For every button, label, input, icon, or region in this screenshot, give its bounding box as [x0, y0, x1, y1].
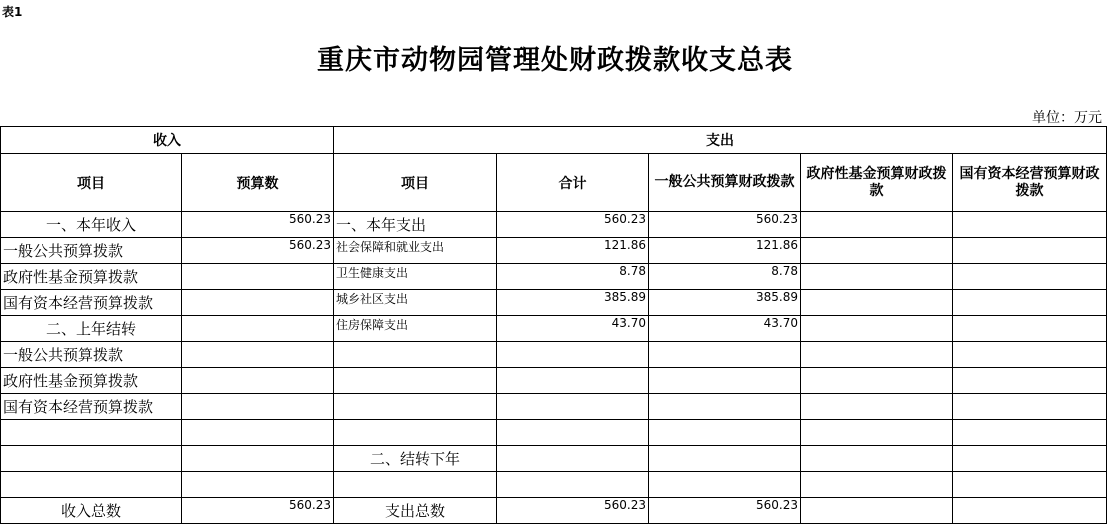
income-budget-cell: 560.23	[182, 212, 334, 238]
state-capital-cell	[953, 394, 1107, 420]
budget-header: 预算数	[182, 154, 334, 212]
table-row	[1, 420, 1107, 446]
income-item-cell: 政府性基金预算拨款	[1, 368, 182, 394]
table-row	[1, 368, 1107, 394]
state-capital-cell	[953, 472, 1107, 498]
state-capital-header: 国有资本经营预算财政拨款	[953, 154, 1107, 212]
income-budget-cell	[182, 394, 334, 420]
fund-budget-cell	[801, 264, 953, 290]
expense-header: 支出	[334, 127, 1107, 154]
total-cell	[497, 446, 649, 472]
income-item-cell: 收入总数	[1, 498, 182, 524]
fund-budget-cell	[801, 212, 953, 238]
table-row	[1, 264, 1107, 290]
table-row	[1, 498, 1107, 524]
table-row	[1, 212, 1107, 238]
fund-budget-cell	[801, 472, 953, 498]
table-row	[1, 238, 1107, 264]
page-title: 重庆市动物园管理处财政拨款收支总表	[317, 45, 793, 76]
income-item-cell: 国有资本经营预算拨款	[1, 290, 182, 316]
fund-budget-cell	[801, 368, 953, 394]
total-cell: 560.23	[497, 212, 649, 238]
expense-item-cell: 一、本年支出	[334, 212, 497, 238]
unit-label: 单位：万元	[1032, 110, 1102, 126]
fund-budget-cell	[801, 498, 953, 524]
income-item-cell: 一般公共预算拨款	[1, 342, 182, 368]
general-budget-cell: 121.86	[649, 238, 801, 264]
fund-budget-cell	[801, 446, 953, 472]
table-row	[1, 290, 1107, 316]
expense-item-cell: 城乡社区支出	[334, 290, 497, 316]
column-header-row	[1, 154, 1107, 212]
fund-budget-cell	[801, 420, 953, 446]
table-row	[1, 394, 1107, 420]
total-cell: 121.86	[497, 238, 649, 264]
state-capital-cell	[953, 212, 1107, 238]
general-budget-cell	[649, 342, 801, 368]
fund-budget-cell	[801, 316, 953, 342]
state-capital-cell	[953, 264, 1107, 290]
general-budget-cell: 385.89	[649, 290, 801, 316]
general-budget-cell	[649, 394, 801, 420]
expense-item-cell	[334, 394, 497, 420]
general-budget-cell: 560.23	[649, 212, 801, 238]
total-cell: 43.70	[497, 316, 649, 342]
general-budget-cell	[649, 368, 801, 394]
expense-item-cell: 社会保障和就业支出	[334, 238, 497, 264]
general-budget-cell: 8.78	[649, 264, 801, 290]
income-budget-cell	[182, 290, 334, 316]
expense-item-cell: 二、结转下年	[334, 446, 497, 472]
state-capital-cell	[953, 446, 1107, 472]
income-item-header: 项目	[1, 154, 182, 212]
total-cell: 385.89	[497, 290, 649, 316]
table-row	[1, 342, 1107, 368]
income-item-cell	[1, 472, 182, 498]
income-budget-cell	[182, 368, 334, 394]
income-budget-cell: 560.23	[182, 238, 334, 264]
state-capital-cell	[953, 420, 1107, 446]
general-budget-header: 一般公共预算财政拨款	[649, 154, 801, 212]
table-row	[1, 316, 1107, 342]
income-item-cell: 政府性基金预算拨款	[1, 264, 182, 290]
state-capital-cell	[953, 316, 1107, 342]
finance-summary-table	[0, 126, 1107, 524]
income-item-cell	[1, 420, 182, 446]
general-budget-cell: 43.70	[649, 316, 801, 342]
expense-item-header: 项目	[334, 154, 497, 212]
total-cell	[497, 394, 649, 420]
income-budget-cell	[182, 472, 334, 498]
income-item-cell: 国有资本经营预算拨款	[1, 394, 182, 420]
expense-item-cell	[334, 472, 497, 498]
general-budget-cell	[649, 472, 801, 498]
general-budget-cell	[649, 446, 801, 472]
total-cell: 8.78	[497, 264, 649, 290]
expense-item-cell	[334, 420, 497, 446]
expense-item-cell	[334, 368, 497, 394]
expense-item-cell: 卫生健康支出	[334, 264, 497, 290]
state-capital-cell	[953, 342, 1107, 368]
section-header-row	[1, 127, 1107, 154]
expense-item-cell: 支出总数	[334, 498, 497, 524]
income-item-cell	[1, 446, 182, 472]
fund-budget-cell	[801, 290, 953, 316]
expense-item-cell: 住房保障支出	[334, 316, 497, 342]
table-row	[1, 446, 1107, 472]
total-header: 合计	[497, 154, 649, 212]
income-budget-cell	[182, 264, 334, 290]
income-budget-cell	[182, 316, 334, 342]
total-cell	[497, 420, 649, 446]
fund-budget-cell	[801, 342, 953, 368]
general-budget-cell	[649, 420, 801, 446]
fund-budget-header: 政府性基金预算财政拨款	[801, 154, 953, 212]
income-budget-cell	[182, 446, 334, 472]
income-budget-cell	[182, 420, 334, 446]
table-number-label: 表1	[2, 5, 23, 19]
income-item-cell: 一般公共预算拨款	[1, 238, 182, 264]
fund-budget-cell	[801, 238, 953, 264]
state-capital-cell	[953, 290, 1107, 316]
fund-budget-cell	[801, 394, 953, 420]
income-header: 收入	[1, 127, 334, 154]
general-budget-cell: 560.23	[649, 498, 801, 524]
total-cell	[497, 342, 649, 368]
total-cell	[497, 368, 649, 394]
state-capital-cell	[953, 368, 1107, 394]
total-cell: 560.23	[497, 498, 649, 524]
total-cell	[497, 472, 649, 498]
state-capital-cell	[953, 238, 1107, 264]
income-item-cell: 一、本年收入	[1, 212, 182, 238]
income-budget-cell	[182, 342, 334, 368]
table-row	[1, 472, 1107, 498]
expense-item-cell	[334, 342, 497, 368]
income-item-cell: 二、上年结转	[1, 316, 182, 342]
state-capital-cell	[953, 498, 1107, 524]
income-budget-cell: 560.23	[182, 498, 334, 524]
